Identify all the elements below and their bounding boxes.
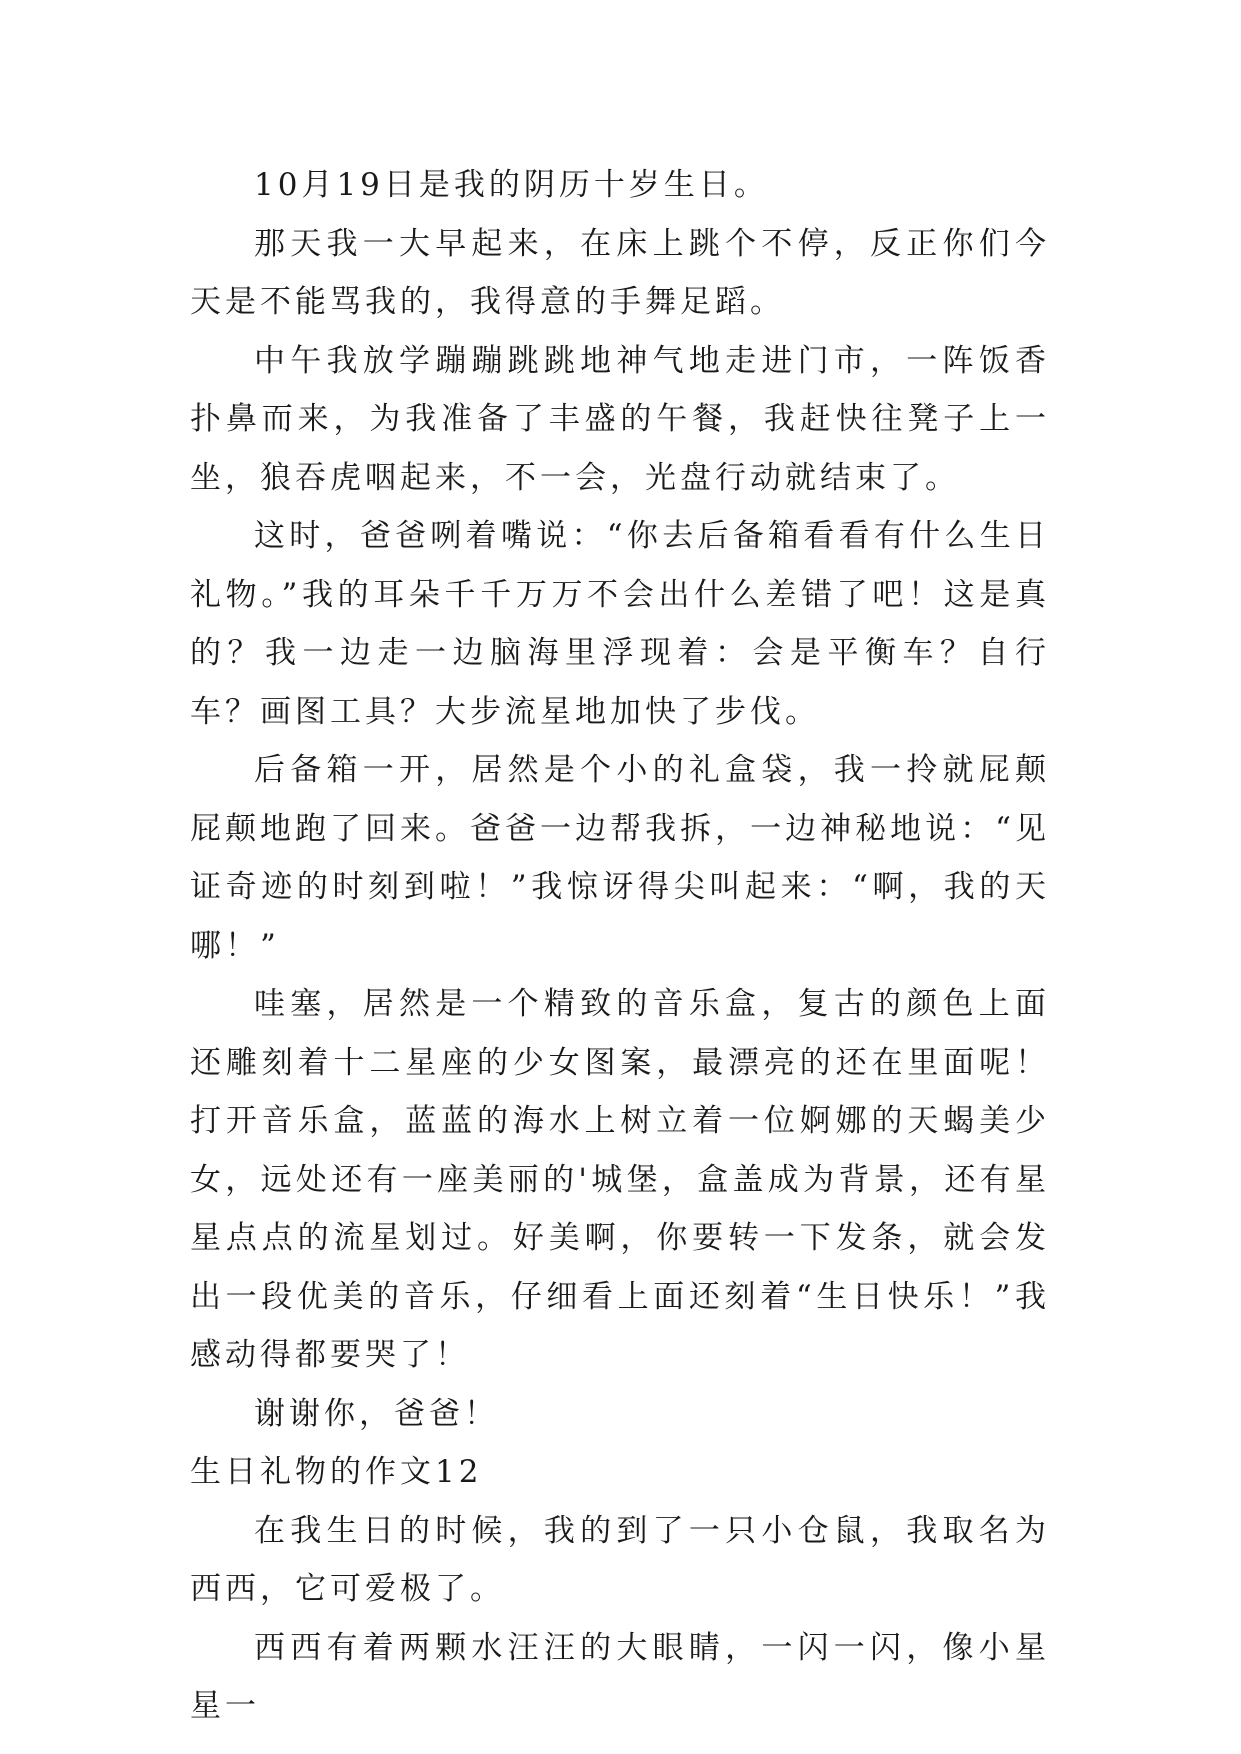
paragraph-7: 谢谢你，爸爸！ bbox=[254, 1395, 499, 1432]
paragraph-1: 10月19日是我的阴历十岁生日。 bbox=[254, 167, 769, 203]
paragraph-2: 那天我一大早起来，在床上跳个不停，反正你们今天是不能骂我的，我得意的手舞足蹈。 bbox=[190, 225, 1050, 320]
paragraph-5: 后备箱一开，居然是个小的礼盒袋，我一拎就屁颠屁颠地跑了回来。爸爸一边帮我拆，一边神秘地说：“见证奇迹的时刻到啦！”我惊讶得尖叫起来：“啊，我的天哪！” bbox=[190, 752, 1050, 964]
paragraph-6: 哇塞，居然是一个精致的音乐盒，复古的颜色上面还雕刻着十二星座的少女图案，最漂亮的还在里面呢！打开音乐盒，蓝蓝的海水上树立着一位婀娜的天蝎美少女，远处还有一座美丽的'城堡，盒盖成为背景，还有星星点点的流星划过。好美啊，你要转一下发条，就会发出一段优美的音乐，仔细看上面还刻着“生日快乐！”我感动得都要哭了！ bbox=[190, 986, 1050, 1373]
paragraph-4: 这时，爸爸咧着嘴说：“你去后备箱看看有什么生日礼物。”我的耳朵千千万万不会出什么差错了吧！这是真的？我一边走一边脑海里浮现着：会是平衡车？自行车？画图工具？大步流星地加快了步伐。 bbox=[190, 518, 1050, 730]
paragraph-8: 在我生日的时候，我的到了一只小仓鼠，我取名为西西，它可爱极了。 bbox=[190, 1512, 1050, 1607]
paragraph-9: 西西有着两颗水汪汪的大眼睛，一闪一闪，像小星星一 bbox=[190, 1629, 1050, 1724]
essay-body bbox=[190, 156, 1050, 1736]
paragraph-3: 中午我放学蹦蹦跳跳地神气地走进门市，一阵饭香扑鼻而来，为我准备了丰盛的午餐，我赶快往凳子上一坐，狼吞虎咽起来，不一会，光盘行动就结束了。 bbox=[190, 342, 1050, 496]
essay-heading: 生日礼物的作文12 bbox=[190, 1454, 483, 1490]
